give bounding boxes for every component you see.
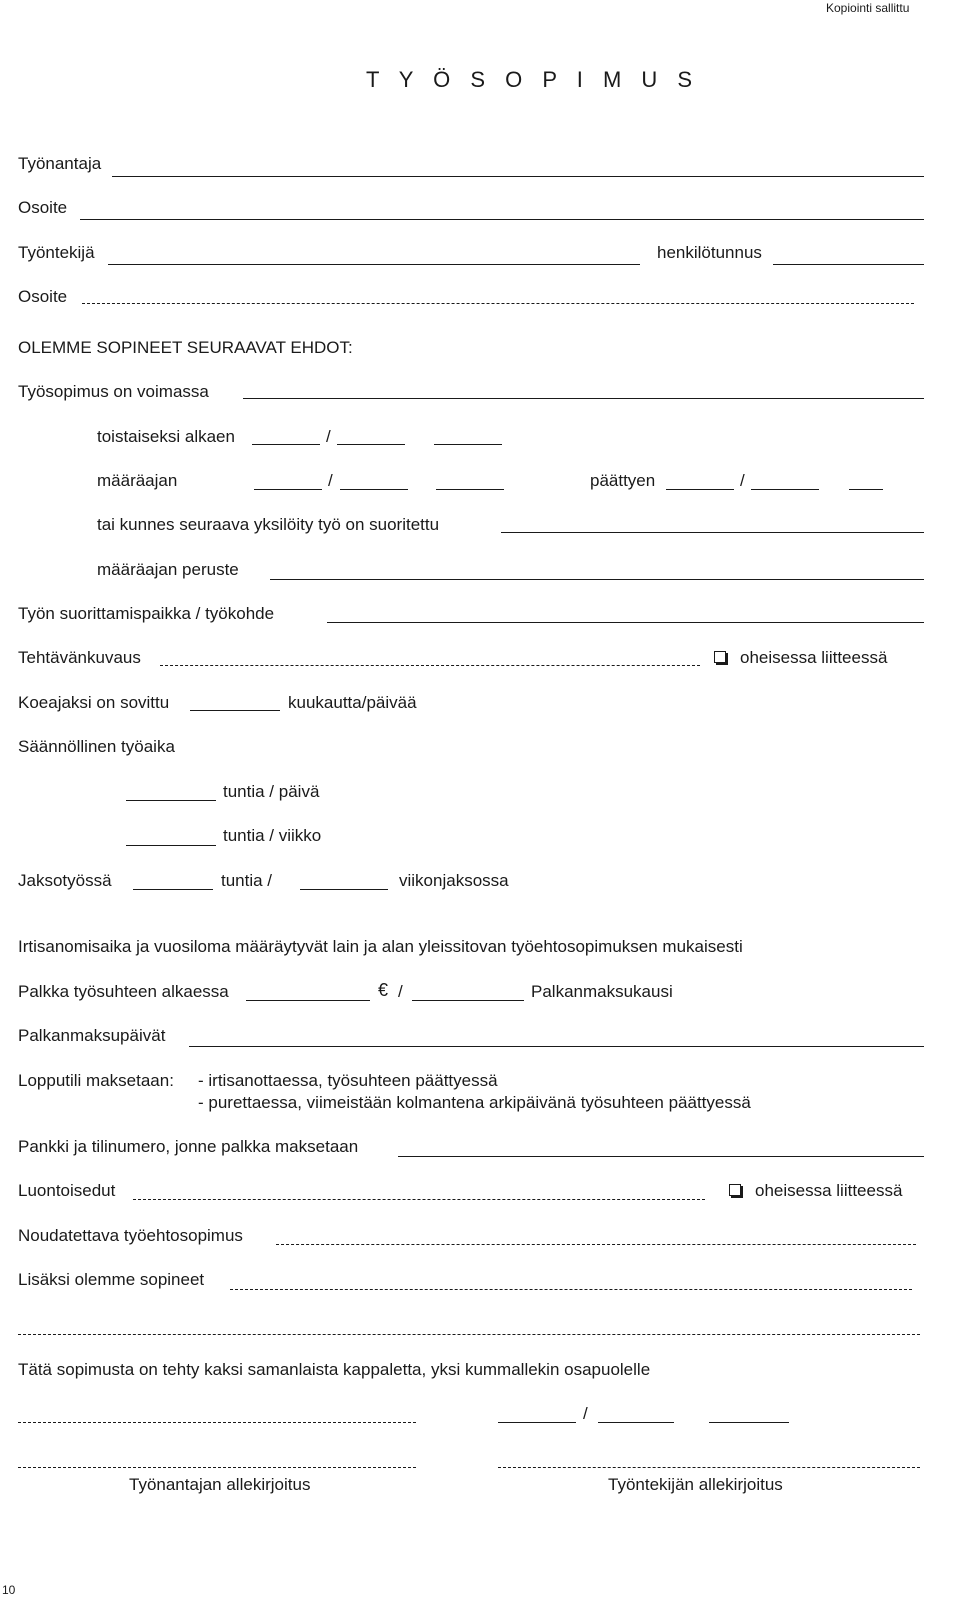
employee-label: Työntekijä bbox=[18, 243, 95, 262]
or-until-work-done-field-line[interactable] bbox=[501, 532, 924, 533]
document-title: T Y Ö S O P I M U S bbox=[366, 67, 700, 92]
trial-period-field-line[interactable] bbox=[190, 710, 280, 711]
hours-per-day-label: tuntia / päivä bbox=[223, 782, 320, 801]
page-number: 10 bbox=[2, 1583, 16, 1597]
notice-period-text: Irtisanomisaika ja vuosiloma määräytyvät lain ja alan yleissitovan työehtosopimuksen mukaisesti bbox=[18, 937, 743, 956]
employer-signature-line[interactable] bbox=[18, 1467, 416, 1468]
address1-field-line[interactable] bbox=[80, 219, 924, 220]
copies-text: Tätä sopimusta on tehty kaksi samanlaista kappaletta, yksi kummallekin osapuolelle bbox=[18, 1360, 651, 1379]
fixed-start-day-line[interactable] bbox=[254, 489, 322, 490]
indefinite-year-line[interactable] bbox=[434, 444, 502, 445]
appendix-checkbox[interactable] bbox=[714, 651, 726, 663]
employer-field-line[interactable] bbox=[112, 176, 924, 177]
fixed-start-year-line[interactable] bbox=[436, 489, 504, 490]
date-separator: / bbox=[740, 471, 745, 490]
hours-per-week-label: tuntia / viikko bbox=[223, 826, 322, 845]
fixed-end-year-line[interactable] bbox=[849, 489, 883, 490]
attached-appendix-label-2: oheisessa liitteessä bbox=[755, 1181, 903, 1200]
period-weeks-field-line[interactable] bbox=[300, 889, 388, 890]
employee-field-line[interactable] bbox=[108, 264, 640, 265]
final-pay-option-1: - irtisanottaessa, työsuhteen päättyessä bbox=[198, 1071, 498, 1090]
sign-date-year-line[interactable] bbox=[709, 1422, 789, 1423]
date-separator: / bbox=[328, 471, 333, 490]
contract-valid-field-line[interactable] bbox=[243, 398, 924, 399]
hours-per-week-field-line[interactable] bbox=[126, 845, 216, 846]
appendix-checkbox-2[interactable] bbox=[729, 1184, 741, 1196]
final-pay-option-2: - purettaessa, viimeistään kolmantena arkipäivänä työsuhteen päättyessä bbox=[198, 1093, 751, 1112]
salary-start-label: Palkka työsuhteen alkaessa bbox=[18, 982, 229, 1001]
employer-signature-label: Työnantajan allekirjoitus bbox=[129, 1475, 311, 1494]
employee-signature-label: Työntekijän allekirjoitus bbox=[608, 1475, 783, 1494]
job-description-field-line[interactable] bbox=[160, 665, 700, 666]
employer-label: Työnantaja bbox=[18, 154, 102, 173]
date-separator: / bbox=[326, 427, 331, 446]
week-period-label: viikonjaksossa bbox=[399, 871, 509, 890]
trial-unit-label: kuukautta/päivää bbox=[288, 693, 417, 712]
benefits-field-line[interactable] bbox=[133, 1199, 705, 1200]
trial-period-label: Koeajaksi on sovittu bbox=[18, 693, 170, 712]
salary-unit-field-line[interactable] bbox=[412, 1000, 524, 1001]
sign-date-day-line[interactable] bbox=[498, 1422, 576, 1423]
collective-agreement-field-line[interactable] bbox=[276, 1244, 916, 1245]
fixed-term-reason-label: määräajan peruste bbox=[97, 560, 239, 579]
date-separator: / bbox=[583, 1404, 588, 1423]
sign-date-month-line[interactable] bbox=[598, 1422, 674, 1423]
indefinite-day-line[interactable] bbox=[252, 444, 320, 445]
workplace-field-line[interactable] bbox=[327, 622, 924, 623]
bank-account-label: Pankki ja tilinumero, jonne palkka maksetaan bbox=[18, 1137, 359, 1156]
job-description-label: Tehtävänkuvaus bbox=[18, 648, 141, 667]
pay-days-label: Palkanmaksupäivät bbox=[18, 1026, 166, 1045]
address1-label: Osoite bbox=[18, 198, 68, 217]
indefinite-month-line[interactable] bbox=[337, 444, 405, 445]
address2-field-line[interactable] bbox=[82, 303, 914, 304]
additional-terms-field-line[interactable] bbox=[230, 1289, 912, 1290]
copy-permission-note: Kopiointi sallittu bbox=[826, 1, 910, 15]
ending-label: päättyen bbox=[590, 471, 656, 490]
contract-valid-label: Työsopimus on voimassa bbox=[18, 382, 209, 401]
fixed-start-month-line[interactable] bbox=[340, 489, 408, 490]
date-separator: / bbox=[398, 982, 403, 1001]
benefits-label: Luontoisedut bbox=[18, 1181, 116, 1200]
fixed-end-day-line[interactable] bbox=[666, 489, 734, 490]
place-field-line[interactable] bbox=[18, 1422, 416, 1423]
additional-terms-label: Lisäksi olemme sopineet bbox=[18, 1270, 205, 1289]
attached-appendix-label: oheisessa liitteessä bbox=[740, 648, 888, 667]
final-pay-label: Lopputili maksetaan: bbox=[18, 1071, 174, 1090]
agreed-terms-heading: OLEMME SOPINEET SEURAAVAT EHDOT: bbox=[18, 338, 353, 357]
regular-hours-label: Säännöllinen työaika bbox=[18, 737, 175, 756]
period-work-label: Jaksotyössä bbox=[18, 871, 112, 890]
salary-amount-field-line[interactable] bbox=[246, 1000, 370, 1001]
pay-period-label: Palkanmaksukausi bbox=[531, 982, 673, 1001]
indefinite-from-label: toistaiseksi alkaen bbox=[97, 427, 235, 446]
hours-per-label: tuntia / bbox=[221, 871, 273, 890]
personal-id-label: henkilötunnus bbox=[657, 243, 762, 262]
period-hours-field-line[interactable] bbox=[133, 889, 213, 890]
additional-terms-field-line-2[interactable] bbox=[18, 1334, 920, 1335]
workplace-label: Työn suorittamispaikka / työkohde bbox=[18, 604, 275, 623]
bank-account-field-line[interactable] bbox=[398, 1156, 924, 1157]
hours-per-day-field-line[interactable] bbox=[126, 800, 216, 801]
euro-symbol: € bbox=[378, 980, 389, 1000]
fixed-term-label: määräajan bbox=[97, 471, 178, 490]
collective-agreement-label: Noudatettava työehtosopimus bbox=[18, 1226, 243, 1245]
address2-label: Osoite bbox=[18, 287, 68, 306]
personal-id-field-line[interactable] bbox=[773, 264, 924, 265]
fixed-end-month-line[interactable] bbox=[751, 489, 819, 490]
pay-days-field-line[interactable] bbox=[189, 1046, 924, 1047]
or-until-work-done-label: tai kunnes seuraava yksilöity työ on suoritettu bbox=[97, 515, 440, 534]
employee-signature-line[interactable] bbox=[498, 1467, 920, 1468]
fixed-term-reason-field-line[interactable] bbox=[270, 579, 924, 580]
